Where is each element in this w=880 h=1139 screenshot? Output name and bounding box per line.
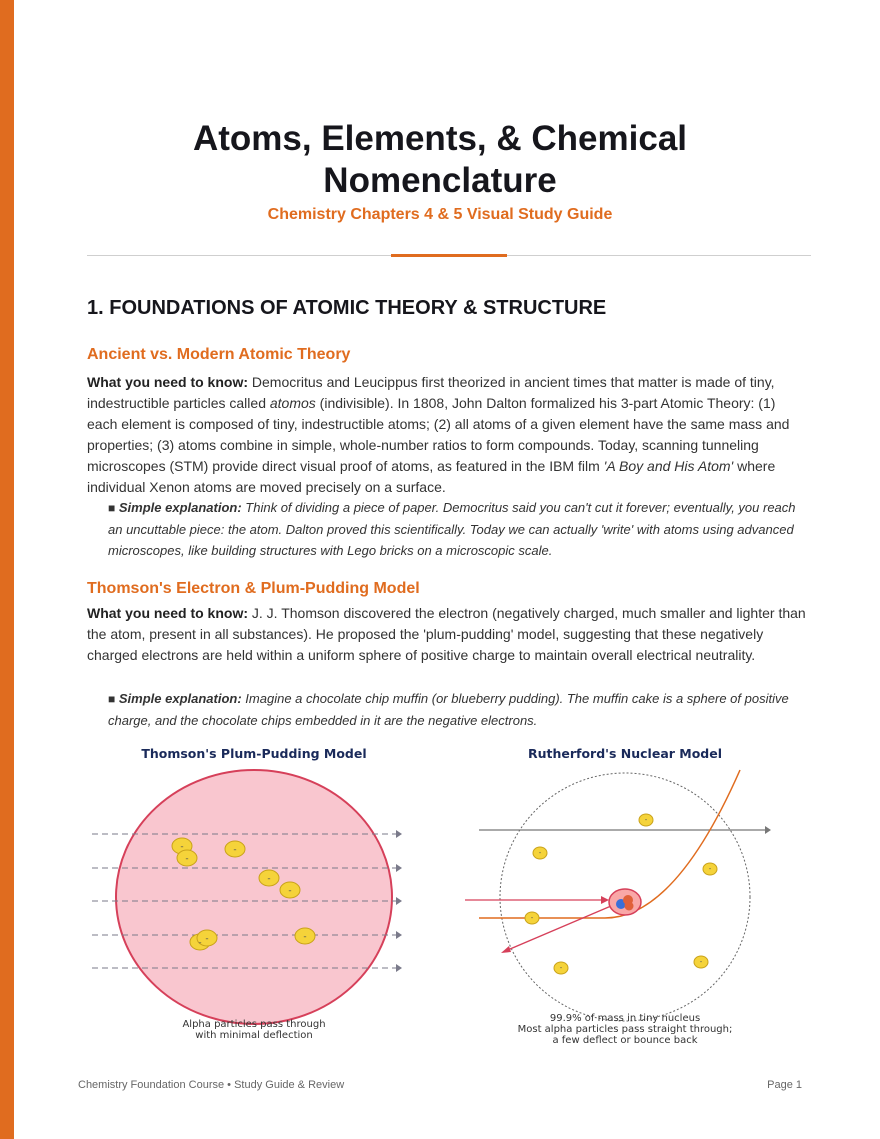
film-title: 'A Boy and His Atom' xyxy=(603,458,734,474)
page-title xyxy=(90,118,790,202)
text: J. J. Thomson discovered the electron (negatively charged, much smaller and lighter than the atom, present in all substances). He proposed the 'plum-pudding' model, suggesting that these negatively charged electrons are held within a uniform sphere of positive charge to maintain overall electrical neutrality. xyxy=(87,605,806,663)
figure-title: Rutherford's Nuclear Model xyxy=(527,746,723,761)
positive-sphere xyxy=(116,770,392,1024)
arrow-head-icon xyxy=(501,946,511,953)
footer-course-label: Chemistry Foundation Course • Study Guide & Review xyxy=(78,1079,345,1091)
note-text: Think of dividing a piece of paper. Democritus said you can't cut it forever; eventually, you reach an uncuttable piece: the atom. Dalton proved this scientifically. Today we can actually 'write' with atoms using advanced microscopes, like building structures with Lego bricks on a microscopic scale. xyxy=(108,500,796,558)
svg-text:-: - xyxy=(267,874,271,884)
note-label: Simple explanation: xyxy=(118,691,242,706)
deflected-alpha-path xyxy=(479,770,740,918)
svg-text:-: - xyxy=(538,849,542,857)
svg-text:-: - xyxy=(180,842,184,852)
lead-label: What you need to know: xyxy=(87,605,248,621)
note-text: Imagine a chocolate chip muffin (or blueberry pudding). The muffin cake is a sphere of positive charge, and the chocolate chips embedded in it are the negative electrons. xyxy=(108,691,789,728)
bounced-alpha-path xyxy=(503,906,611,952)
square-bullet-icon: ■ xyxy=(108,501,116,515)
svg-text:-: - xyxy=(303,932,307,942)
figure-caption-line-1: Alpha particles pass through xyxy=(182,1019,326,1030)
svg-text:-: - xyxy=(205,934,209,944)
paragraph-atomic-theory xyxy=(87,372,807,498)
accent-side-bar xyxy=(0,0,14,1139)
term-atomos: atomos xyxy=(269,395,316,411)
text: where individual Xenon atoms are moved precisely on a surface. xyxy=(87,458,776,495)
svg-text:-: - xyxy=(288,886,292,896)
page-subtitle: Chemistry Chapters 4 & 5 Visual Study Guide xyxy=(267,206,613,223)
svg-text:-: - xyxy=(559,964,563,972)
section-heading: 1. FOUNDATIONS OF ATOMIC THEORY & STRUCTURE xyxy=(87,297,607,319)
svg-text:-: - xyxy=(644,816,648,824)
header-divider-accent xyxy=(391,254,507,257)
square-bullet-icon: ■ xyxy=(108,692,116,706)
arrow-head-icon xyxy=(765,826,771,834)
subsection-heading-thomson: Thomson's Electron & Plum-Pudding Model xyxy=(87,580,420,597)
footer-page-number: Page 1 xyxy=(767,1079,802,1091)
title-line-1: Atoms, Elements, & Chemical xyxy=(192,119,688,158)
figure-caption-line-1: 99.9% of mass in tiny nucleus xyxy=(549,1013,701,1024)
paragraph-thomson xyxy=(87,603,807,666)
rutherford-model-figure xyxy=(465,740,780,1045)
svg-text:-: - xyxy=(185,854,189,864)
arrow-head-icons xyxy=(396,830,402,972)
thomson-model-figure xyxy=(78,740,408,1045)
subsection-heading-atomic-theory: Ancient vs. Modern Atomic Theory xyxy=(87,346,351,363)
svg-text:-: - xyxy=(708,865,712,873)
figure-caption-line-2: with minimal deflection xyxy=(195,1030,313,1041)
figure-title: Thomson's Plum-Pudding Model xyxy=(141,746,367,761)
simple-explanation-note xyxy=(108,497,808,561)
figure-caption-line-3: a few deflect or bounce back xyxy=(552,1035,698,1045)
svg-text:-: - xyxy=(530,914,534,922)
proton xyxy=(625,902,634,911)
simple-explanation-note xyxy=(108,688,808,731)
svg-text:-: - xyxy=(198,938,202,948)
figure-caption-line-2: Most alpha particles pass straight through; xyxy=(517,1024,733,1035)
arrow-head-icon xyxy=(601,896,609,904)
lead-label: What you need to know: xyxy=(87,374,248,390)
title-line-2: Nomenclature xyxy=(323,161,557,200)
svg-text:-: - xyxy=(699,958,703,966)
note-label: Simple explanation: xyxy=(118,500,242,515)
svg-text:-: - xyxy=(233,845,237,855)
text: (indivisible). In 1808, John Dalton formalized his 3-part Atomic Theory: (1) each element is composed of tiny, indestructible atoms; (2) all atoms of a given element have the same mass and properties; (3) atoms combine in simple, whole-number ratios to form compounds. Today, scanning tunneling microscopes (STM) provide direct visual proof of atoms, as featured in the IBM film xyxy=(87,395,790,474)
text: Democritus and Leucippus first theorized in ancient times that matter is made of tiny, indestructible particles called xyxy=(87,374,775,411)
